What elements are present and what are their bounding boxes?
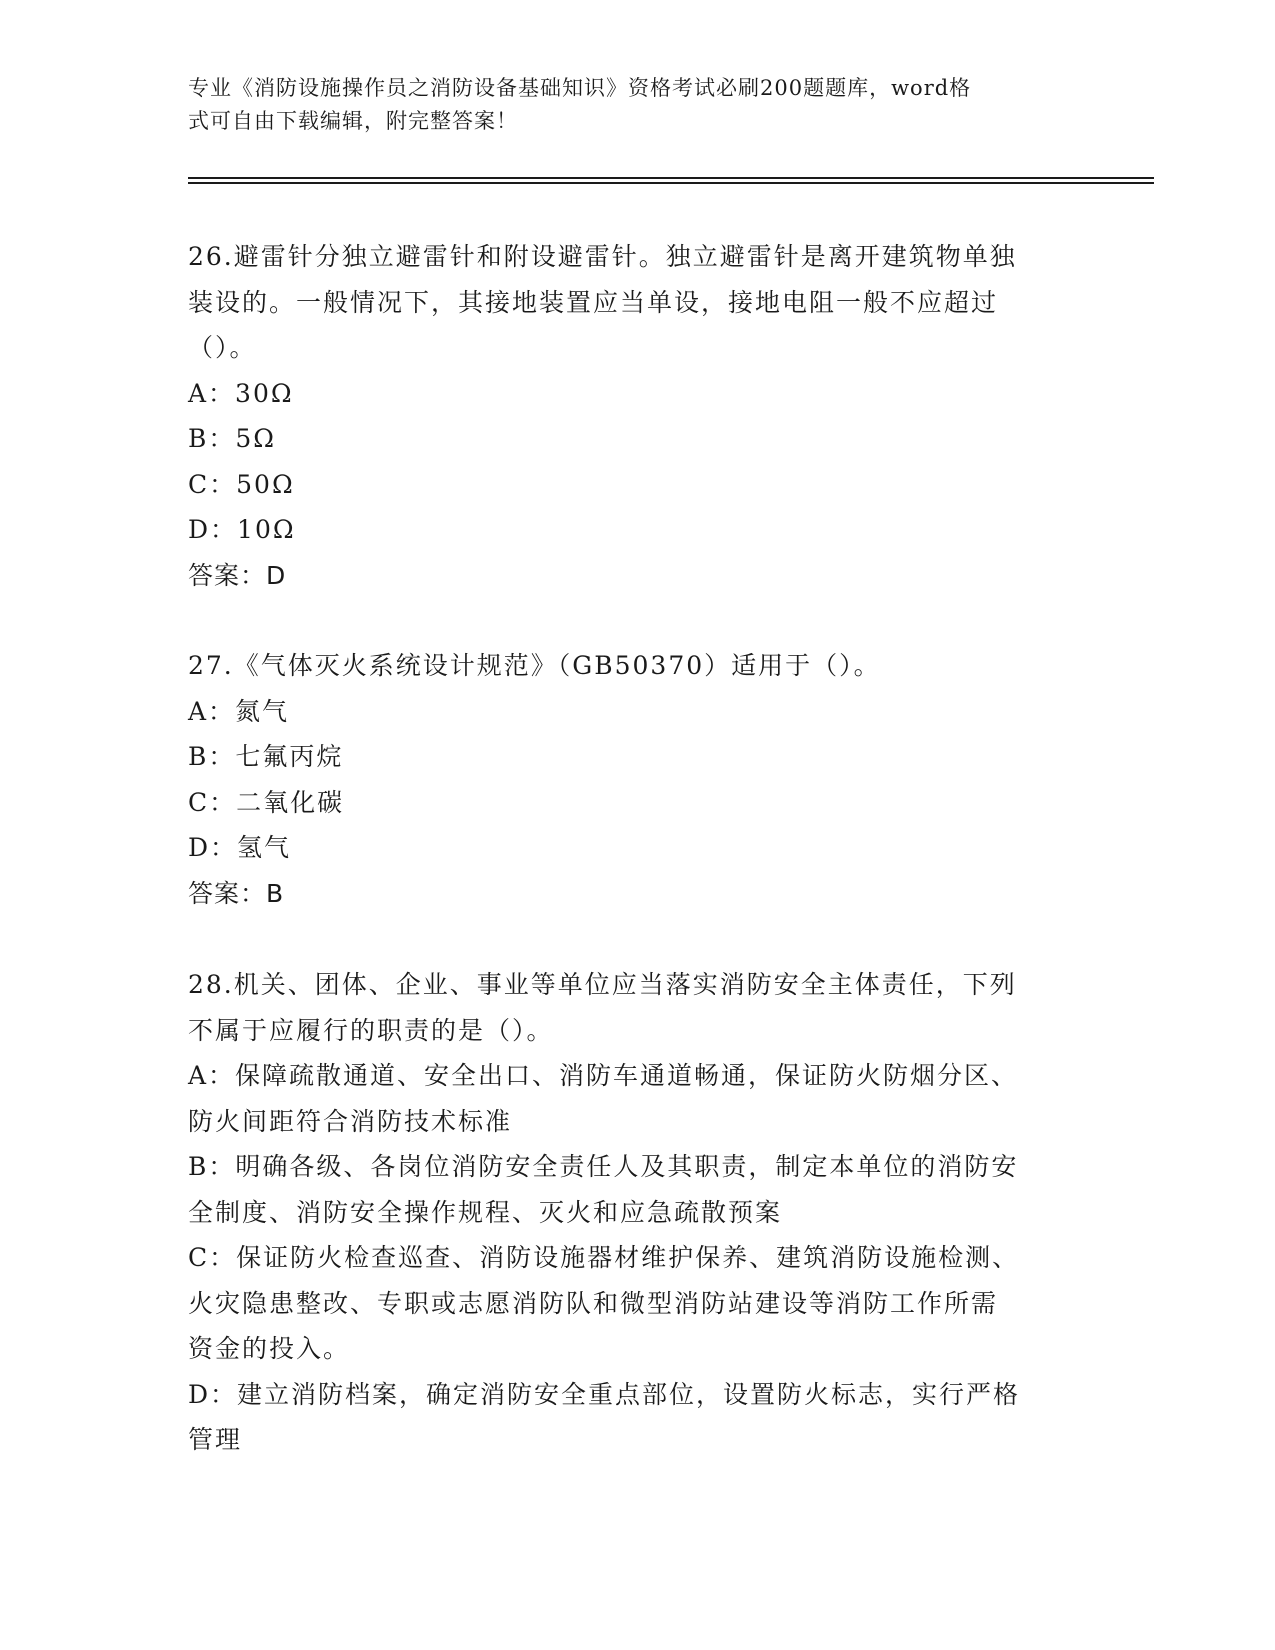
option-c: C：二氧化碳	[188, 787, 345, 817]
option-c-continued: 资金的投入。	[188, 1334, 351, 1363]
question-text: 26.避雷针分独立避雷针和附设避雷针。独立避雷针是离开建筑物单独	[188, 242, 1017, 271]
option-d: D：10Ω	[188, 515, 296, 544]
header-divider-bottom	[188, 182, 1154, 184]
header-line: 专业《消防设施操作员之消防设备基础知识》资格考试必刷200题题库，word格	[188, 76, 972, 100]
question-text: 不属于应履行的职责的是（）。	[188, 1015, 554, 1045]
question-text: 27.《气体灭火系统设计规范》（GB50370）适用于（）。	[188, 651, 881, 680]
question-text: 装设的。一般情况下，其接地装置应当单设，接地电阻一般不应超过	[188, 287, 999, 317]
question-28	[188, 962, 1068, 1463]
option-c-continued: 火灾隐患整改、专职或志愿消防队和微型消防站建设等消防工作所需	[188, 1288, 999, 1318]
answer: 答案：D	[188, 560, 287, 590]
header-line: 式可自由下载编辑，附完整答案！	[188, 109, 518, 133]
option-d: D：氢气	[188, 833, 292, 862]
option-a: A：氮气	[188, 696, 290, 726]
option-a-continued: 防火间距符合消防技术标准	[188, 1106, 513, 1136]
option-a: A：保障疏散通道、安全出口、消防车通道畅通，保证防火防烟分区、	[188, 1061, 1019, 1090]
option-b-continued: 全制度、消防安全操作规程、灭火和应急疏散预案	[188, 1197, 783, 1227]
option-d-continued: 管理	[188, 1425, 243, 1454]
option-c: C：保证防火检查巡查、消防设施器材维护保养、建筑消防设施检测、	[188, 1243, 1020, 1272]
answer: 答案：B	[188, 878, 285, 908]
option-b: B：七氟丙烷	[188, 742, 344, 771]
option-c: C：50Ω	[188, 469, 295, 499]
question-text: （）。	[188, 333, 257, 362]
document-header	[188, 72, 1068, 138]
header-divider-top	[188, 177, 1154, 179]
question-27	[188, 643, 1068, 916]
question-text: 28.机关、团体、企业、事业等单位应当落实消防安全主体责任，下列	[188, 970, 1017, 999]
option-a: A：30Ω	[188, 378, 294, 408]
option-b: B：5Ω	[188, 424, 277, 453]
option-d: D：建立消防档案，确定消防安全重点部位，设置防火标志，实行严格	[188, 1379, 1021, 1409]
option-b: B：明确各级、各岗位消防安全责任人及其职责，制定本单位的消防安	[188, 1152, 1019, 1181]
question-26	[188, 234, 1068, 598]
